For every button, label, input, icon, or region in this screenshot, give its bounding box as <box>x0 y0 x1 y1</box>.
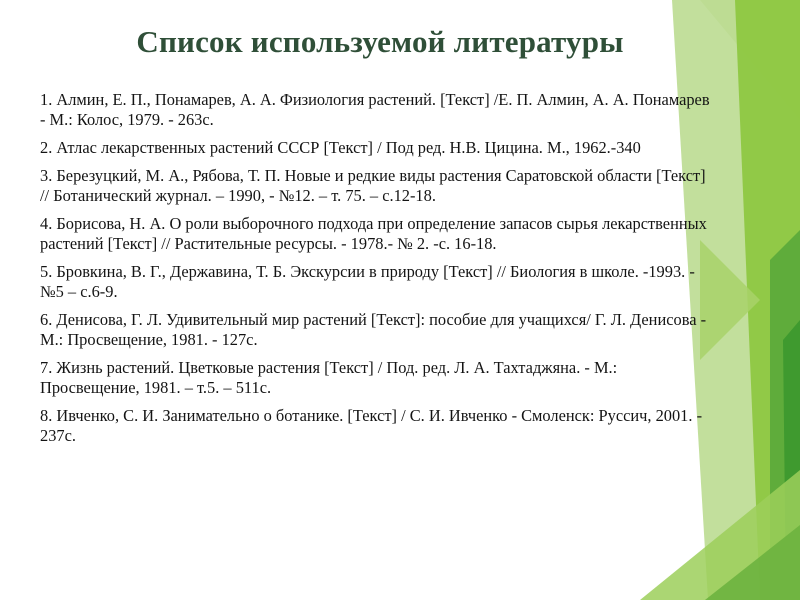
reference-item: 5. Бровкина, В. Г., Державина, Т. Б. Экскурсии в природу [Текст] // Биология в школе. -1993. - №5 – с.6-9. <box>40 262 695 301</box>
reference-list <box>40 90 710 454</box>
reference-item: 2. Атлас лекарственных растений СССР [Текст] / Под ред. Н.В. Цицина. М., 1962.-340 <box>40 138 641 157</box>
reference-item: 1. Алмин, Е. П., Понамарев, А. А. Физиология растений. [Текст] /Е. П. Алмин, А. А. Понамарев - М.: Колос, 1979. - 263с. <box>40 90 710 129</box>
reference-item: 4. Борисова, Н. А. О роли выборочного подхода при определение запасов сырья лекарственных растений [Текст] // Растительные ресурсы. - 1978.- № 2. -с. 16-18. <box>40 214 707 253</box>
slide-title: Список используемой литературы <box>136 24 624 59</box>
reference-item: 8. Ивченко, С. И. Занимательно о ботанике. [Текст] / С. И. Ивченко - Смоленск: Руссич, 2001. - 237с. <box>40 406 703 445</box>
reference-item: 6. Денисова, Г. Л. Удивительный мир растений [Текст]: пособие для учащихся/ Г. Л. Денисова - М.: Просвещение, 1981. - 127с. <box>40 310 707 349</box>
reference-item: 7. Жизнь растений. Цветковые растения [Текст] / Под. ред. Л. А. Тахтаджяна. - М.: Просвещение, 1981. – т.5. – 511с. <box>40 358 618 397</box>
reference-item: 3. Березуцкий, М. А., Рябова, Т. П. Новые и редкие виды растения Саратовской области [Текст] // Ботанический журнал. – 1990, - №12. – т. 75. – с.12-18. <box>40 166 706 205</box>
